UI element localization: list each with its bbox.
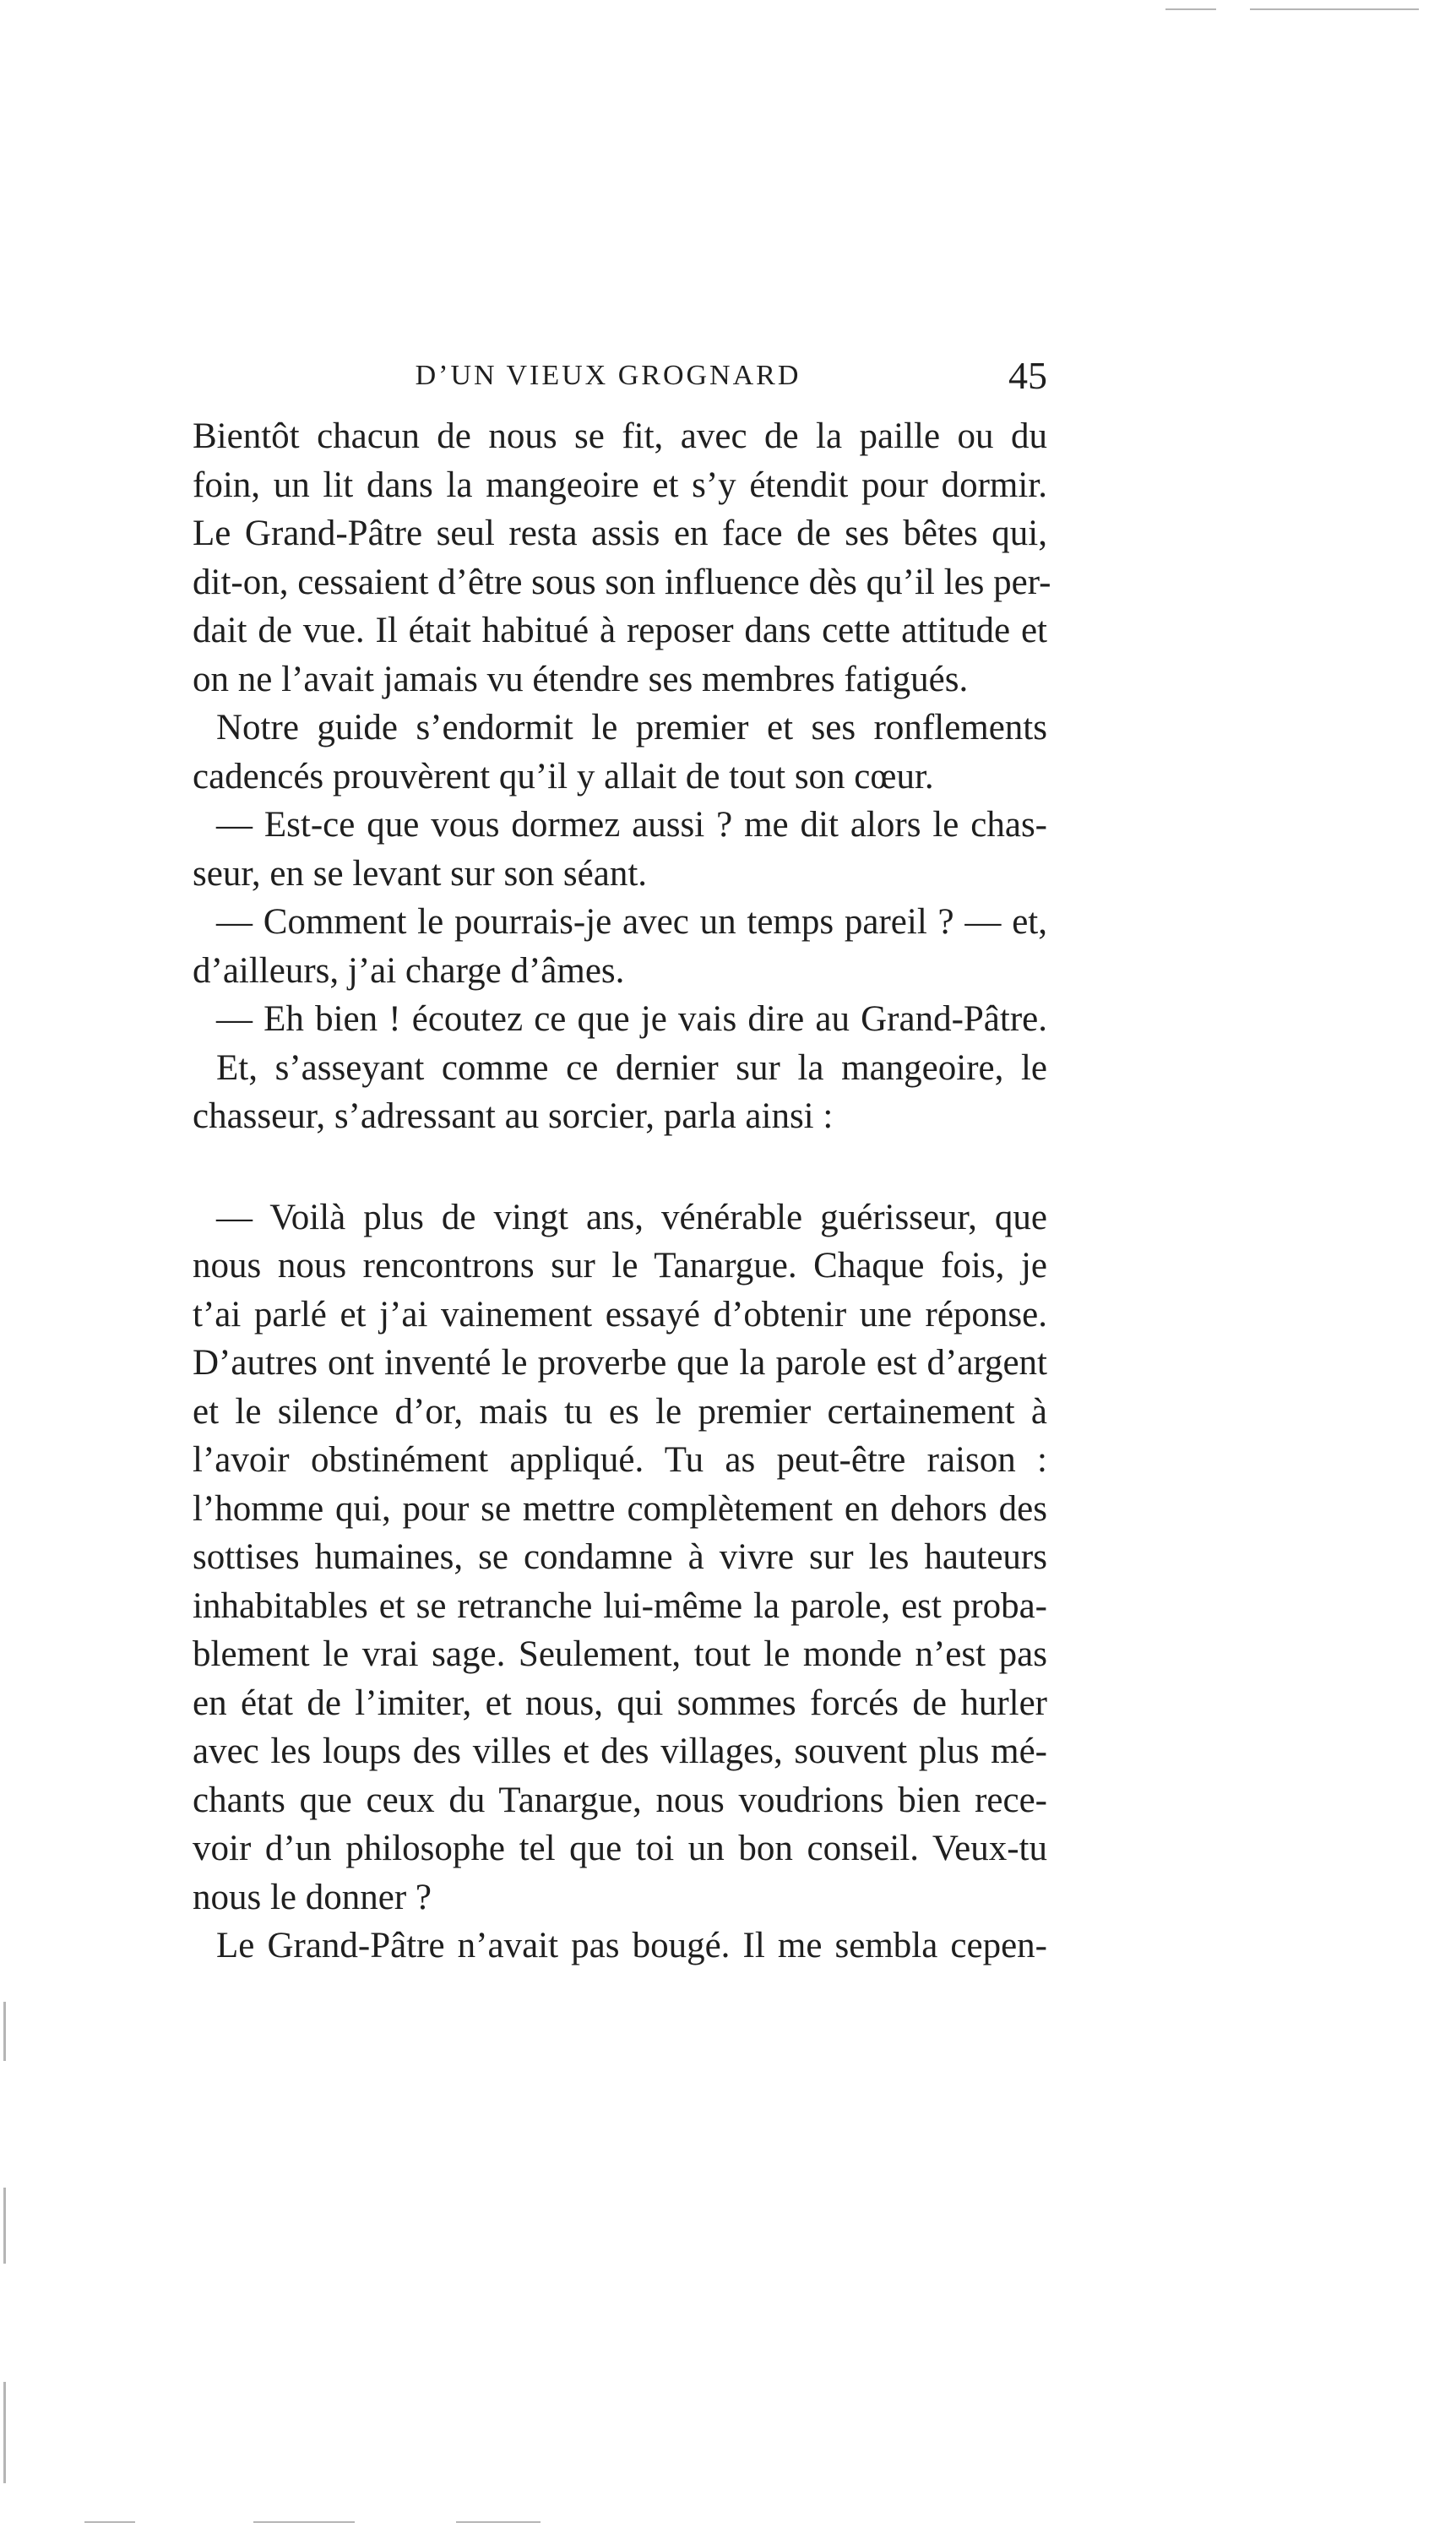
text-line: — Comment le pourrais-je avec un temps pareil ? — et,: [216, 902, 1047, 942]
text-line: nous nous rencontrons sur le Tanargue. Chaque fois, je: [193, 1246, 1047, 1286]
scan-edge-mark: [84, 2521, 135, 2523]
text-line: dait de vue. Il était habitué à reposer dans cette attitude et: [193, 611, 1047, 650]
paragraph: [169, 412, 1051, 704]
text-line: Notre guide s’endormit le premier et ses ronflements: [216, 708, 1047, 748]
text-line: on ne l’avait jamais vu étendre ses membres fatigués.: [193, 659, 969, 699]
text-line: inhabitables et se retranche lui-même la parole, est proba-: [193, 1585, 1047, 1626]
dialogue-paragraph: [169, 1193, 1047, 1922]
text-line: sottises humaines, se condamne à vivre sur les hauteurs: [193, 1537, 1047, 1577]
scan-edge-mark: [3, 2382, 6, 2483]
text-line: et le silence d’or, mais tu es le premier certainement à: [193, 1391, 1047, 1432]
body-text: [169, 412, 1051, 1971]
text-line: — Voilà plus de vingt ans, vénérable guérisseur, que: [216, 1197, 1047, 1237]
scan-edge-mark: [253, 2521, 355, 2523]
running-title: D’UN VIEUX GROGNARD: [415, 360, 801, 391]
dialogue-paragraph: [169, 995, 1047, 1044]
text-line: seur, en se levant sur son séant.: [193, 853, 648, 894]
text-line: — Est-ce que vous dormez aussi ? me dit alors le chas-: [216, 805, 1047, 845]
text-line: cadencés prouvèrent qu’il y allait de tout son cœur.: [193, 756, 934, 796]
text-line: Et, s’asseyant comme ce dernier sur la mangeoire, le: [216, 1047, 1047, 1088]
text-line: Le Grand-Pâtre n’avait pas bougé. Il me sembla cepen-: [216, 1926, 1047, 1965]
text-line: Bientôt chacun de nous se fit, avec de la paille ou du: [193, 416, 1047, 456]
section-gap: [169, 1141, 1047, 1193]
text-line: nous le donner ?: [193, 1877, 432, 1917]
text-line: chants que ceux du Tanargue, nous voudrions bien rece-: [193, 1780, 1047, 1820]
scan-edge-mark: [1165, 8, 1216, 10]
text-line: — Eh bien ! écoutez ce que je vais dire au Grand-Pâtre.: [216, 999, 1047, 1039]
text-line: d’ailleurs, j’ai charge d’âmes.: [193, 950, 625, 991]
paragraph: [169, 1922, 1047, 1971]
scan-edge-mark: [456, 2521, 541, 2523]
scan-edge-mark: [1250, 8, 1419, 10]
paragraph: [169, 704, 1047, 801]
text-line: foin, un lit dans la mangeoire et s’y étendit pour dormir.: [193, 465, 1047, 505]
paragraph: [169, 1044, 1047, 1141]
scan-edge-mark: [3, 2188, 6, 2264]
text-line: chasseur, s’adressant au sorcier, parla ainsi :: [193, 1096, 834, 1136]
scan-edge-mark: [3, 2002, 6, 2061]
text-line: Le Grand-Pâtre seul resta assis en face de ses bêtes qui,: [193, 514, 1047, 553]
text-line: dit-on, cessaient d’être sous son influence dès qu’il les per-: [193, 562, 1051, 602]
running-head: [169, 353, 1047, 404]
page-number: 45: [1008, 354, 1047, 397]
text-line: voir d’un philosophe tel que toi un bon conseil. Veux-tu: [193, 1829, 1047, 1868]
text-line: D’autres ont inventé le proverbe que la parole est d’argent: [193, 1343, 1047, 1383]
text-line: l’homme qui, pour se mettre complètement en dehors des: [193, 1488, 1047, 1529]
dialogue-paragraph: [169, 801, 1047, 898]
text-line: avec les loups des villes et des villages, souvent plus mé-: [193, 1732, 1047, 1771]
text-line: en état de l’imiter, et nous, qui sommes forcés de hurler: [193, 1683, 1047, 1723]
text-line: t’ai parlé et j’ai vainement essayé d’obtenir une réponse.: [193, 1294, 1047, 1335]
text-line: l’avoir obstinément appliqué. Tu as peut-être raison :: [193, 1440, 1047, 1480]
dialogue-paragraph: [169, 898, 1047, 995]
text-line: blement le vrai sage. Seulement, tout le monde n’est pas: [193, 1634, 1047, 1674]
